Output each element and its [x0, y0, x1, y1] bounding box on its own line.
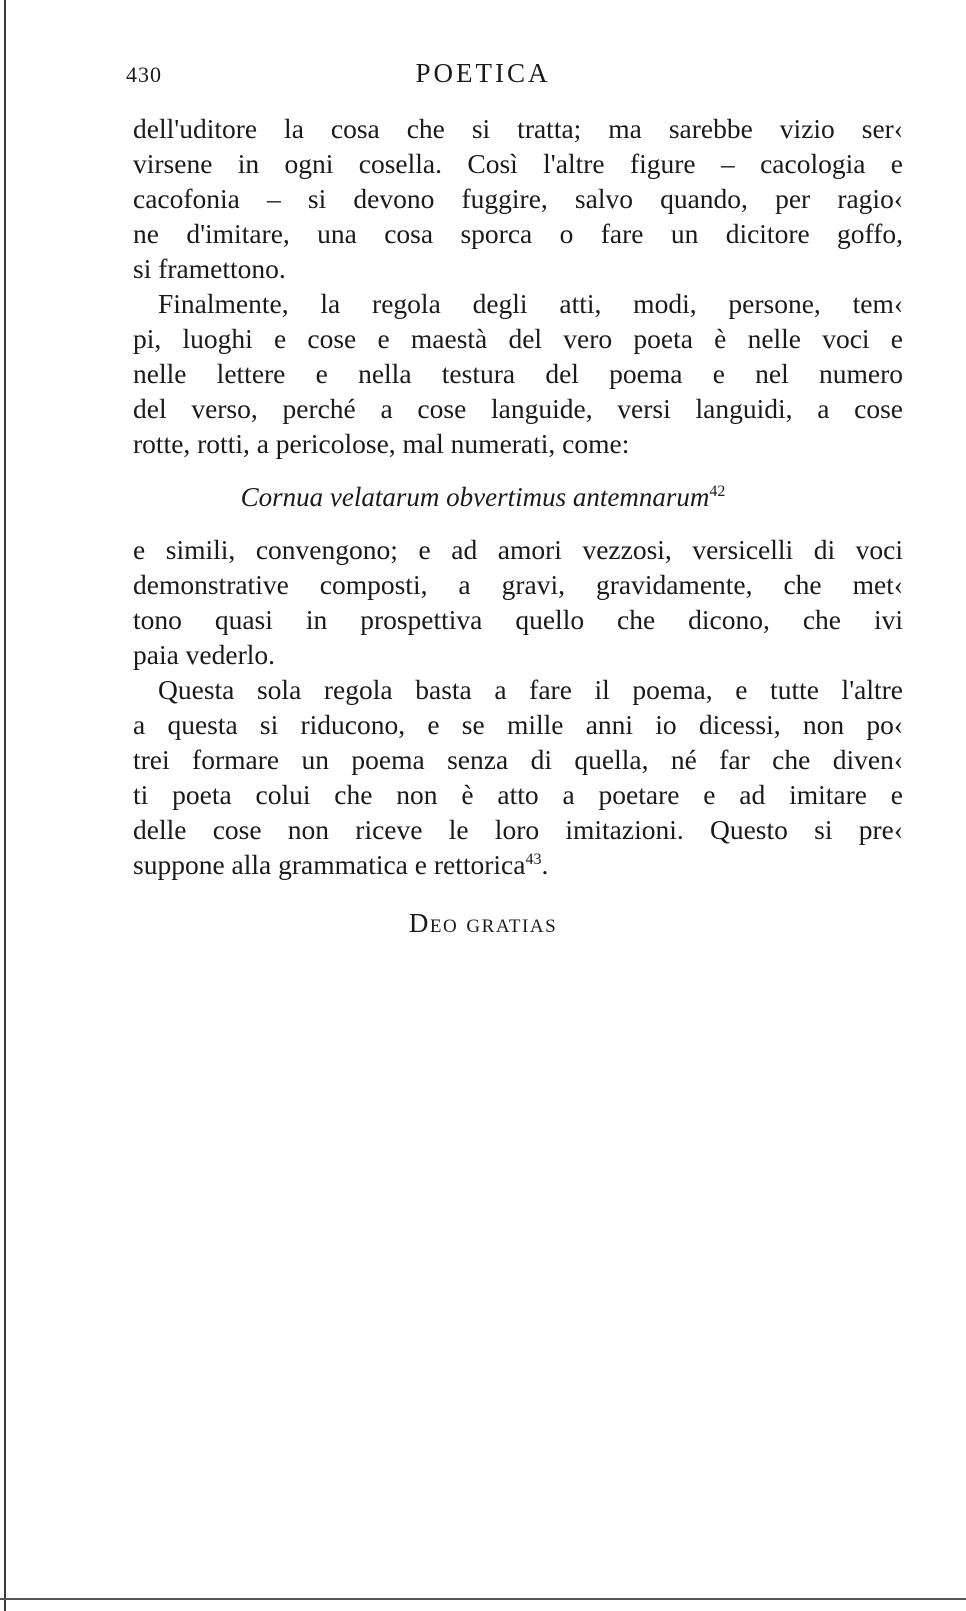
text-line: rotte, rotti, a pericolose, mal numerati, come: — [133, 428, 630, 459]
text-line: delle cose non riceve le loro imitazioni. Questo si pre‹ — [133, 814, 903, 845]
scan-bottom-line — [0, 1598, 966, 1600]
text-line: si framettono. — [133, 253, 286, 284]
text-line: a questa si riducono, e se mille anni io dicessi, non po‹ — [133, 709, 903, 740]
text-line: Finalmente, la regola degli atti, modi, persone, tem‹ — [158, 288, 903, 319]
text-line: nelle lettere e nella testura del poema e nel numero — [133, 358, 903, 389]
text-line: del verso, perché a cose languide, versi languidi, a cose — [133, 393, 903, 424]
running-head: POETICA — [415, 58, 551, 88]
text-line — [133, 848, 903, 882]
verse-text: Cornua velatarum obvertimus antemnarum — [240, 482, 710, 512]
text-line: ne d'imitare, una cosa sporca o fare un dicitore goffo, — [133, 218, 903, 249]
text-line: e simili, convengono; e ad amori vezzosi, versicelli di voci — [133, 534, 903, 565]
text-line: dell'uditore la cosa che si tratta; ma sarebbe vizio ser‹ — [133, 113, 903, 144]
page-number: 430 — [126, 62, 162, 87]
closing-deo-gratias: Deo gratias — [408, 908, 558, 938]
text-line: pi, luoghi e cose e maestà del vero poeta è nelle voci e — [133, 323, 903, 354]
text-line-body: suppone alla grammatica e rettorica — [133, 849, 526, 880]
text-line: tono quasi in prospettiva quello che dicono, che ivi — [133, 604, 903, 635]
sentence-end: . — [541, 849, 549, 880]
footnote-marker: 42 — [709, 483, 726, 500]
text-line: Questa sola regola basta a fare il poema, e tutte l'altre — [158, 674, 903, 705]
text-line: paia vederlo. — [133, 639, 276, 670]
text-line: virsene in ogni cosella. Così l'altre figure – cacologia e — [133, 148, 903, 179]
text-line: ti poeta colui che non è atto a poetare e ad imitare e — [133, 779, 903, 810]
text-line: trei formare un poema senza di quella, né far che diven‹ — [133, 744, 903, 775]
scan-edge-line — [4, 0, 6, 1611]
verse-quotation — [0, 480, 966, 514]
text-line: demonstrative composti, a gravi, gravidamente, che met‹ — [133, 569, 903, 600]
footnote-marker: 43 — [525, 850, 542, 868]
text-line: cacofonia – si devono fuggire, salvo quando, per ragio‹ — [133, 183, 903, 214]
